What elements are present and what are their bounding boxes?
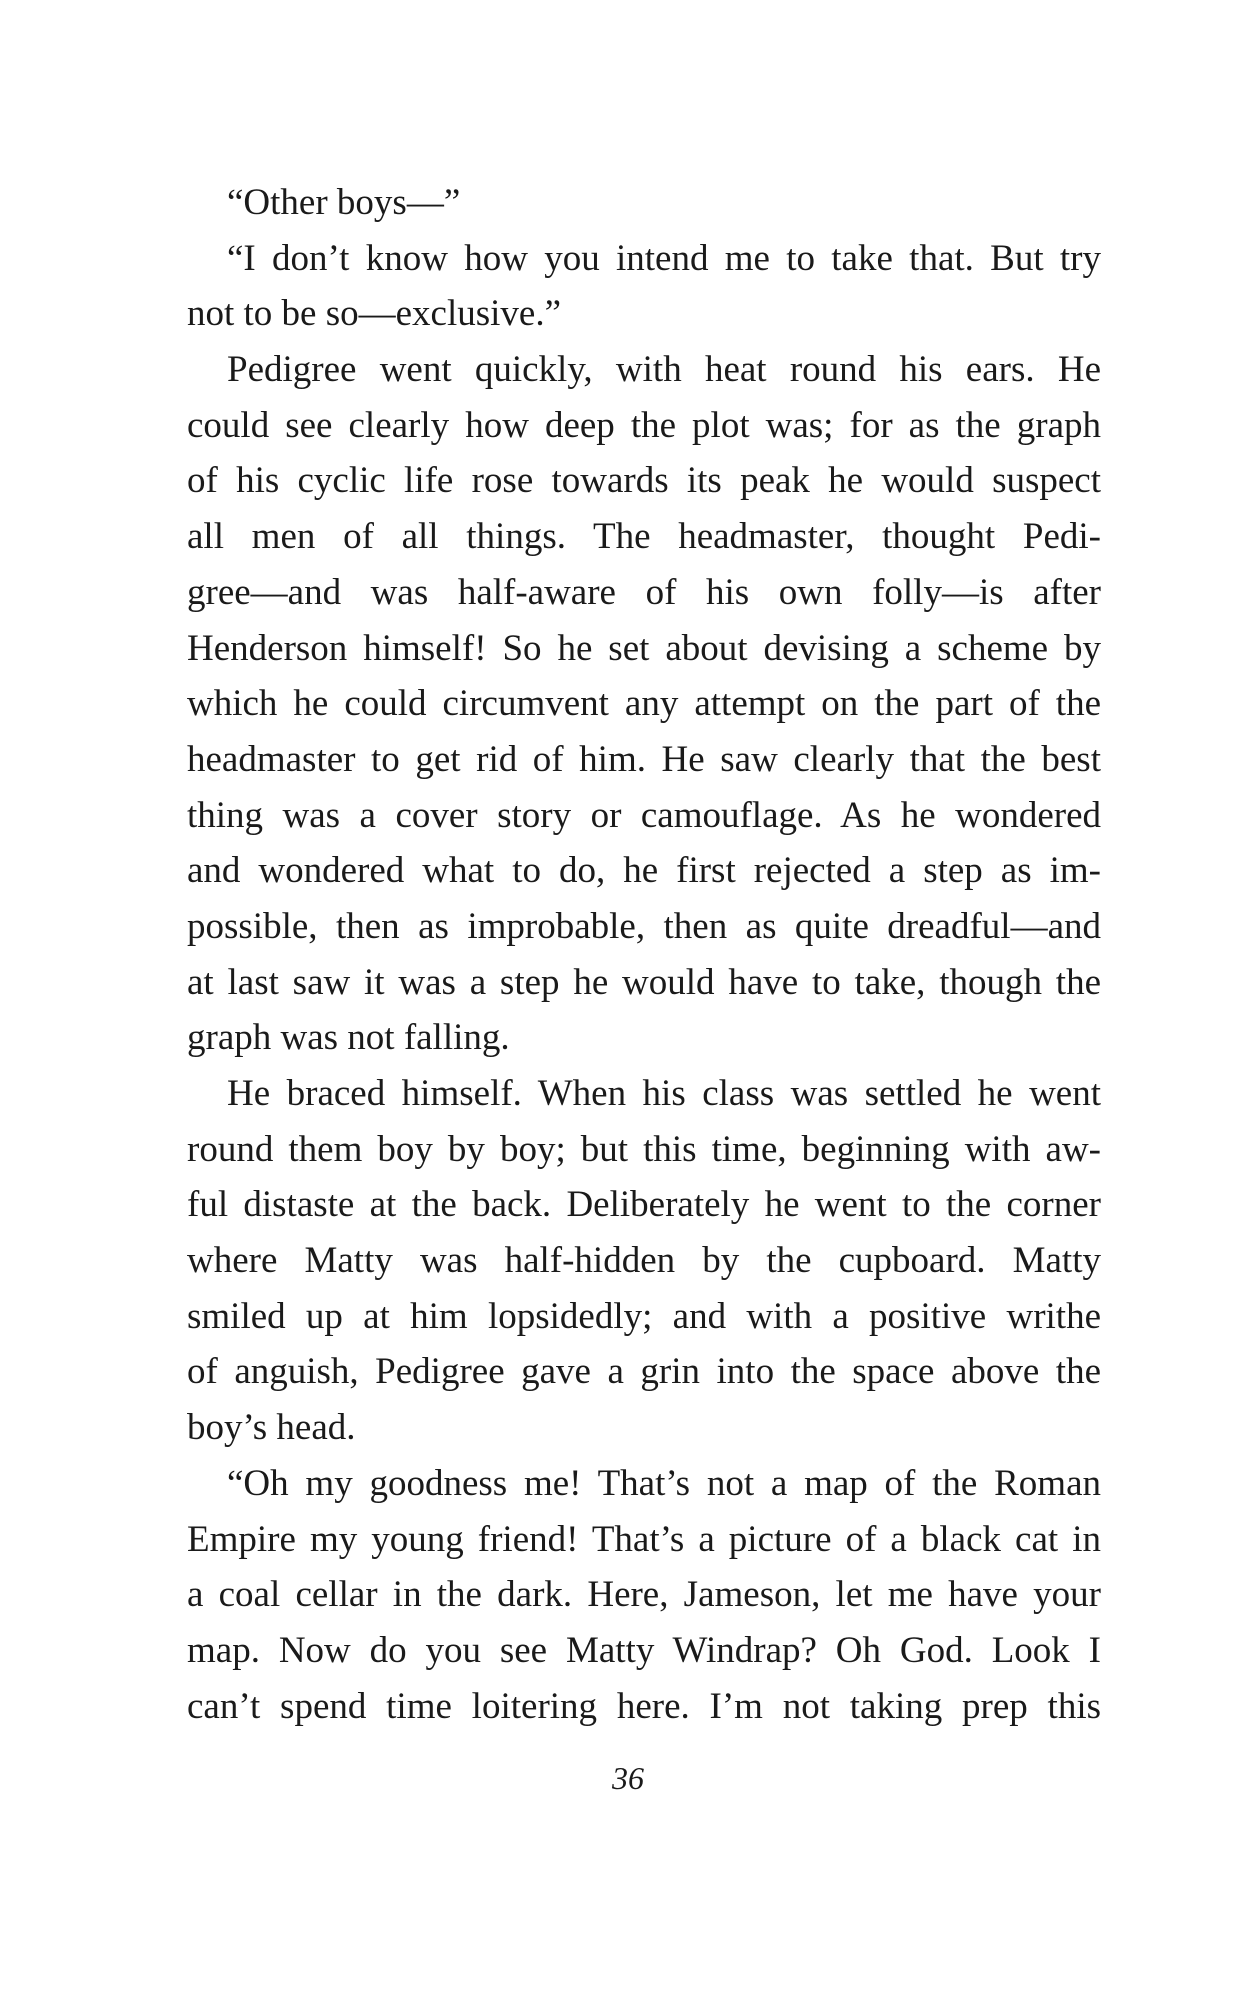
text-line: headmaster to get rid of him. He saw clearly that the best (187, 738, 1101, 780)
text-line: boy’s head. (187, 1407, 356, 1449)
text-line: possible, then as improbable, then as quite dreadful—and (187, 905, 1101, 947)
text-line: Henderson himself! So he set about devising a scheme by (187, 627, 1101, 669)
text-line: smiled up at him lopsidedly; and with a positive writhe (187, 1295, 1101, 1337)
text-line: a coal cellar in the dark. Here, Jameson, let me have your (187, 1574, 1101, 1616)
text-line: where Matty was half-hidden by the cupboard. Matty (187, 1240, 1101, 1282)
text-line: of his cyclic life rose towards its peak he would suspect (187, 460, 1101, 502)
text-line: Pedigree went quickly, with heat round his ears. He (227, 349, 1101, 391)
text-line: map. Now do you see Matty Windrap? Oh God. Look I (187, 1629, 1101, 1671)
text-line: gree—and was half-aware of his own folly—is after (187, 571, 1101, 613)
text-line: and wondered what to do, he first rejected a step as im- (187, 850, 1101, 892)
text-line: Empire my young friend! That’s a picture of a black cat in (187, 1518, 1101, 1560)
text-line: “Other boys—” (227, 182, 461, 223)
text-line: He braced himself. When his class was settled he went (227, 1073, 1101, 1114)
body-text (187, 175, 1101, 1734)
text-line: all men of all things. The headmaster, thought Pedi- (187, 516, 1101, 558)
text-line: can’t spend time loitering here. I’m not taking prep this (187, 1685, 1101, 1727)
text-line: of anguish, Pedigree gave a grin into the space above the (187, 1351, 1101, 1393)
text-line: at last saw it was a step he would have to take, though the (187, 961, 1101, 1003)
text-line: ful distaste at the back. Deliberately he went to the corner (187, 1184, 1101, 1226)
text-line: which he could circumvent any attempt on the part of the (187, 683, 1101, 725)
text-line: thing was a cover story or camouflage. As he wondered (187, 794, 1101, 836)
text-line: “Oh my goodness me! That’s not a map of the Roman (227, 1462, 1101, 1504)
text-line: round them boy by boy; but this time, beginning with aw- (187, 1128, 1101, 1170)
text-line: graph was not falling. (187, 1017, 510, 1059)
page-number: 36 (612, 1760, 644, 1796)
text-line: not to be so—exclusive.” (187, 293, 562, 335)
text-line: could see clearly how deep the plot was; for as the graph (187, 404, 1101, 446)
text-line: “I don’t know how you intend me to take that. But try (227, 237, 1101, 279)
